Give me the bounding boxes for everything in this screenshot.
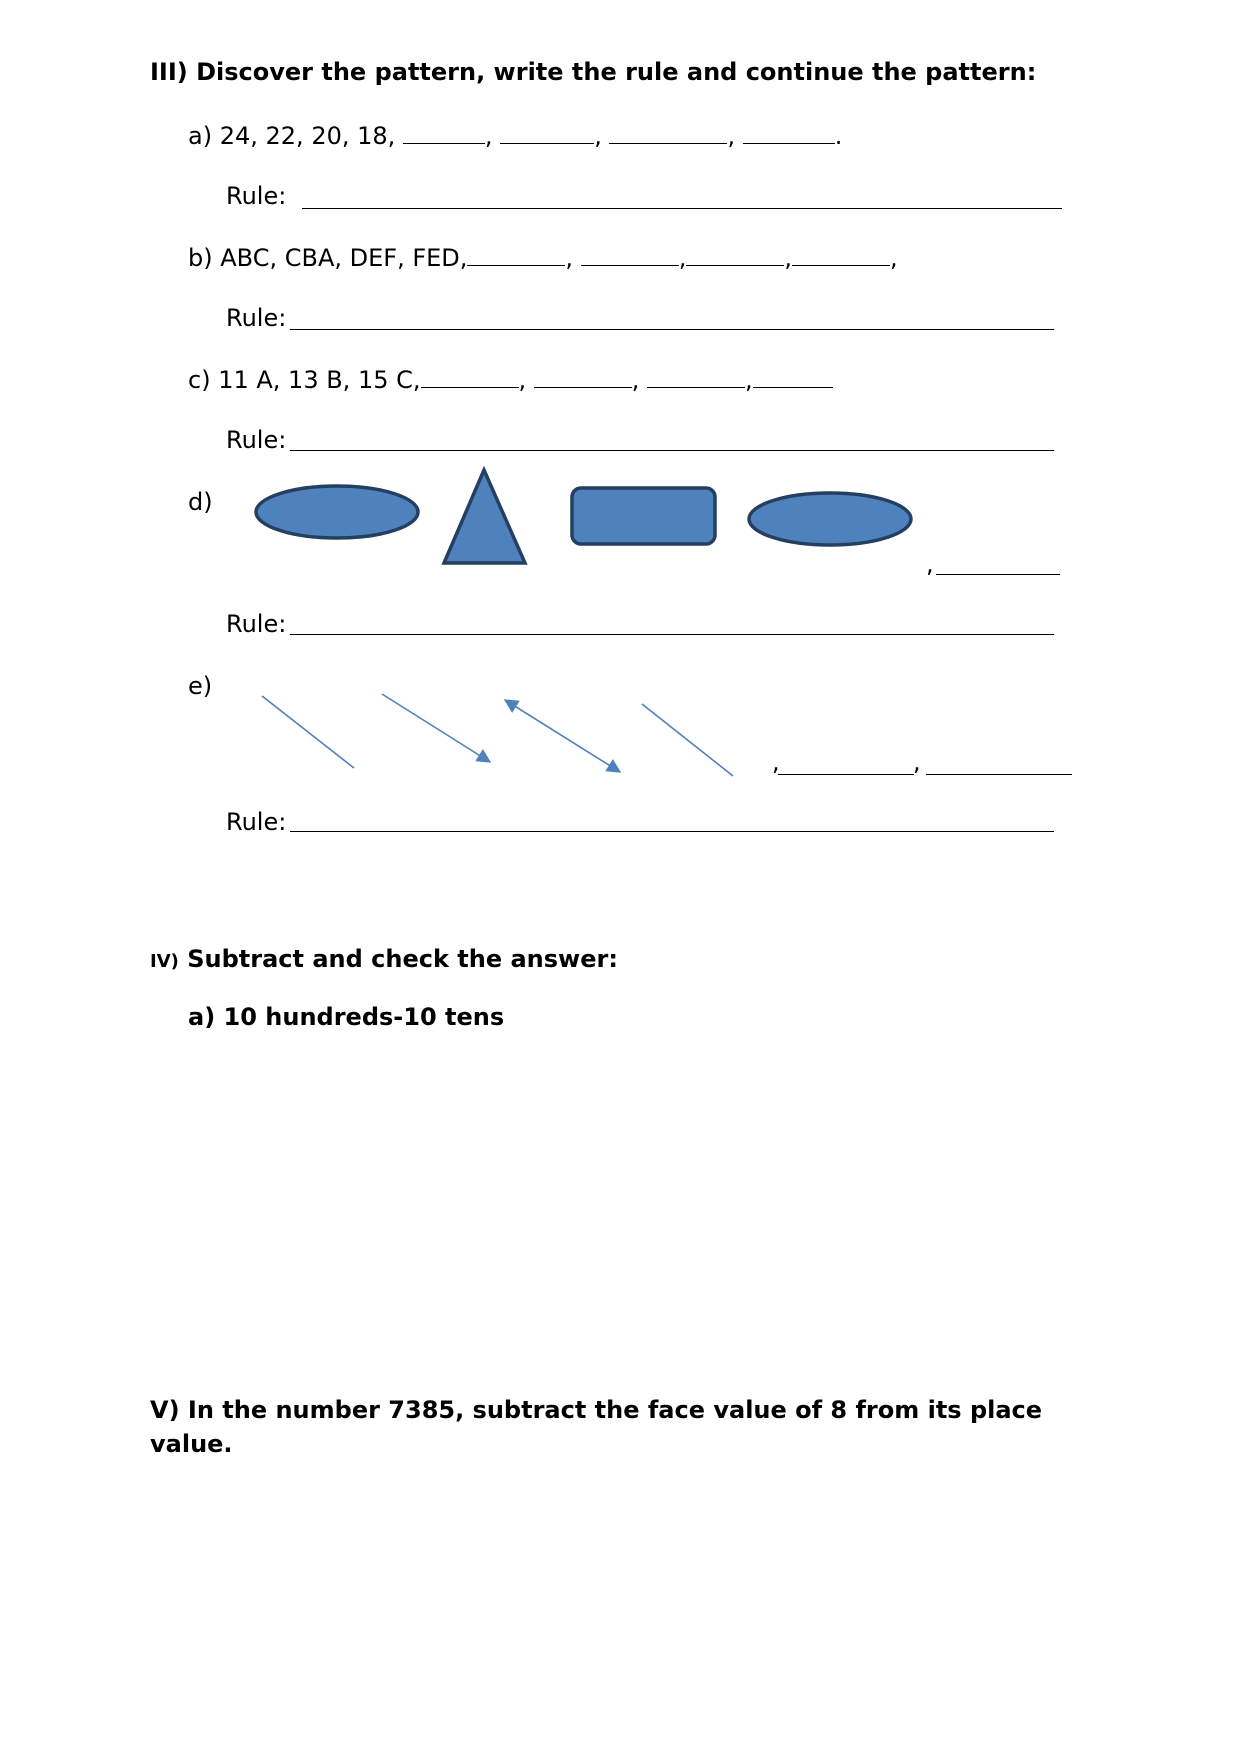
section-4-title: Subtract and check the answer: xyxy=(187,945,618,973)
triangle-shape xyxy=(444,470,525,563)
item-a-label: a) xyxy=(188,122,213,150)
rule-label: Rule: xyxy=(226,182,287,210)
comma: , xyxy=(772,748,780,776)
section-3-heading: III) Discover the pattern, write the rule and continue the pattern: xyxy=(150,58,1037,86)
rounded-rectangle-shape xyxy=(572,488,715,544)
section-4-item-a: a) 10 hundreds-10 tens xyxy=(188,1003,505,1031)
item-b: b) ABC, CBA, DEF, FED, , , , , xyxy=(188,244,898,272)
item-a-sequence: 24, 22, 20, 18, xyxy=(219,122,396,150)
oval-shape xyxy=(256,486,418,538)
double-arrow-line xyxy=(505,700,620,772)
plain-line xyxy=(262,696,354,768)
rule-label: Rule: xyxy=(226,426,287,454)
item-b-sequence: ABC, CBA, DEF, FED, xyxy=(220,244,468,272)
item-a: a) 24, 22, 20, 18, , , , . xyxy=(188,122,843,150)
section-4-heading xyxy=(150,945,618,973)
section-5-line-2: value. xyxy=(150,1430,233,1458)
item-b-label: b) xyxy=(188,244,213,272)
arrow-line xyxy=(382,694,490,762)
rule-label: Rule: xyxy=(226,808,287,836)
item-c-sequence: 11 A, 13 B, 15 C, xyxy=(218,366,421,394)
item-d-label: d) xyxy=(188,488,213,516)
rule-label: Rule: xyxy=(226,610,287,638)
comma: , xyxy=(926,550,934,578)
plain-line xyxy=(642,704,733,776)
item-c-label: c) xyxy=(188,366,211,394)
rule-label: Rule: xyxy=(226,304,287,332)
section-4-number: IV) xyxy=(150,951,179,972)
item-e-label: e) xyxy=(188,672,213,700)
section-5-line-1: V) In the number 7385, subtract the face value of 8 from its place xyxy=(150,1396,1043,1424)
comma: , xyxy=(913,748,921,776)
item-c: c) 11 A, 13 B, 15 C, , , , xyxy=(188,366,833,394)
oval-shape xyxy=(749,493,911,545)
